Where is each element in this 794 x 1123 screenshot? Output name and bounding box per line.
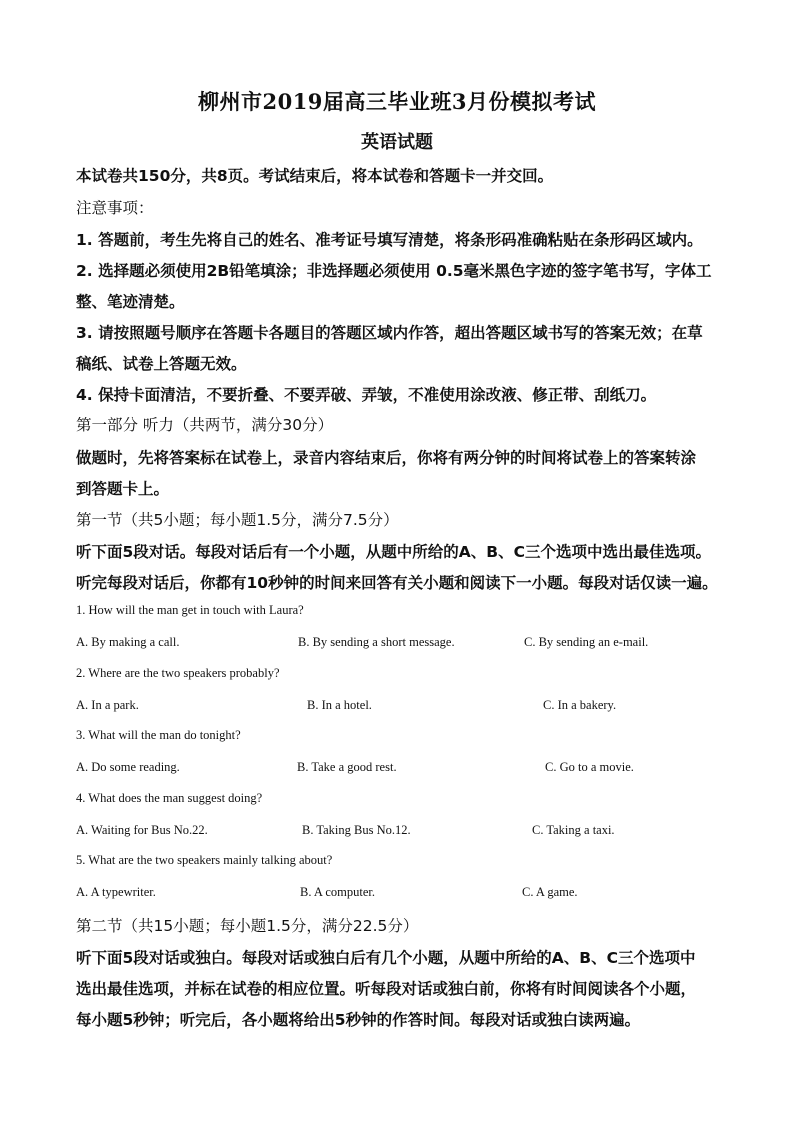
notice-line: 2. 选择题必须使用2B铅笔填涂；非选择题必须使用 0.5毫米黑色字迹的签字笔书写，字体工 [76,262,712,280]
notice-line: 1. 答题前，考生先将自己的姓名、准考证号填写清楚，将条形码准确粘贴在条形码区域内。 [76,231,703,249]
notice-line: 稿纸、试卷上答题无效。 [76,355,247,373]
question-3: 3. What will the man do tonight? [76,728,241,742]
notice-heading: 注意事项： [76,199,154,217]
exam-title: 柳州市2019届高三毕业班3月份模拟考试 [197,89,597,114]
section1-instruction: 听完每段对话后，你都有10秒钟的时间来回答有关小题和阅读下一小题。每段对话仅读一遍。 [76,574,718,592]
option-c: C. Taking a taxi. [532,823,615,837]
part1-instruction: 到答题卡上。 [76,480,170,498]
option-b: B. A computer. [300,885,375,899]
question-2: 2. Where are the two speakers probably? [76,666,280,680]
option-a: A. Waiting for Bus No.22. [76,823,208,837]
notice-line: 4. 保持卡面清洁，不要折叠、不要弄破、弄皱，不准使用涂改液、修正带、刮纸刀。 [76,386,657,404]
question-5: 5. What are the two speakers mainly talking about? [76,853,333,867]
option-c: C. A game. [522,885,578,899]
option-c: C. In a bakery. [543,698,617,712]
option-b: B. In a hotel. [307,698,372,712]
part1-instruction: 做题时，先将答案标在试卷上，录音内容结束后，你将有两分钟的时间将试卷上的答案转涂 [76,449,697,467]
option-a: A. A typewriter. [76,885,156,899]
question-1: 1. How will the man get in touch with Laura? [76,603,304,617]
section2-instruction: 听下面5段对话或独白。每段对话或独白后有几个小题，从题中所给的A、B、C三个选项中 [76,949,696,967]
option-a: A. Do some reading. [76,760,180,774]
section2-heading: 第二节（共15小题；每小题1.5分，满分22.5分） [76,917,419,935]
part1-heading: 第一部分 听力（共两节，满分30分） [76,416,334,434]
question-4: 4. What does the man suggest doing? [76,791,263,805]
option-a: A. By making a call. [76,635,180,649]
option-c: C. Go to a movie. [545,760,634,774]
section2-instruction: 选出最佳选项，并标在试卷的相应位置。听每段对话或独白前，你将有时间阅读各个小题， [76,980,697,998]
option-b: B. Take a good rest. [297,760,397,774]
exam-subtitle: 英语试题 [361,132,433,153]
option-b: B. Taking Bus No.12. [302,823,411,837]
option-c: C. By sending an e-mail. [524,635,649,649]
section2-instruction: 每小题5秒钟；听完后，各小题将给出5秒钟的作答时间。每段对话或独白读两遍。 [76,1011,641,1029]
section1-heading: 第一节（共5小题；每小题1.5分，满分7.5分） [76,511,399,529]
option-b: B. By sending a short message. [298,635,455,649]
option-a: A. In a park. [76,698,139,712]
notice-line: 3. 请按照题号顺序在答题卡各题目的答题区域内作答，超出答题区域书写的答案无效；在草 [76,324,703,342]
section1-instruction: 听下面5段对话。每段对话后有一个小题，从题中所给的A、B、C三个选项中选出最佳选项。 [76,543,711,561]
intro-text: 本试卷共150分，共8页。考试结束后，将本试卷和答题卡一并交回。 [76,167,554,185]
notice-line: 整、笔迹清楚。 [76,293,185,311]
